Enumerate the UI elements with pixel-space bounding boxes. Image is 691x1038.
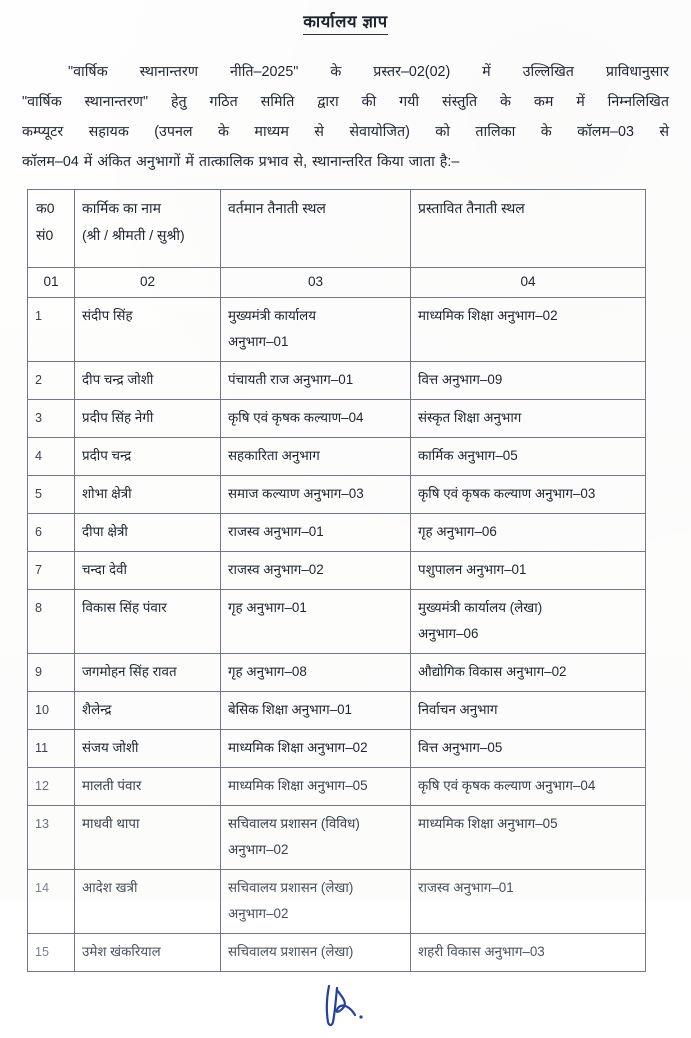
row-current-posting: बेसिक शिक्षा अनुभाग–01	[221, 692, 411, 730]
row-current-posting-line2: अनुभाग–02	[228, 906, 289, 922]
row-serial: 15	[28, 934, 75, 972]
row-serial: 7	[28, 552, 75, 590]
row-current-posting: पंचायती राज अनुभाग–01	[221, 362, 411, 400]
intro-line-3: कम्प्यूटर सहायक (उपनल के माध्यम से सेवायोजित) को तालिका के कॉलम–03 से	[22, 124, 669, 141]
row-proposed-posting: कृषि एवं कृषक कल्याण अनुभाग–04	[411, 768, 646, 806]
row-name: प्रदीप चन्द्र	[75, 438, 221, 476]
row-serial: 5	[28, 476, 75, 514]
row-current-posting: गृह अनुभाग–01	[221, 590, 411, 654]
row-serial: 10	[28, 692, 75, 730]
table-row	[28, 692, 646, 730]
row-serial: 13	[28, 806, 75, 870]
table-header	[28, 190, 646, 268]
row-current-posting: सहकारिता अनुभाग	[221, 438, 411, 476]
row-proposed-posting: शहरी विकास अनुभाग–03	[411, 934, 646, 972]
column-header-serial-line1: क0	[36, 200, 55, 217]
row-proposed-posting: कृषि एवं कृषक कल्याण अनुभाग–03	[411, 476, 646, 514]
row-proposed-posting-line2: अनुभाग–06	[418, 626, 479, 642]
row-serial: 14	[28, 870, 75, 934]
row-name: प्रदीप सिंह नेगी	[75, 400, 221, 438]
row-name: विकास सिंह पंवार	[75, 590, 221, 654]
row-proposed-posting: वित्त अनुभाग–09	[411, 362, 646, 400]
column-number-03: 03	[221, 268, 411, 298]
row-serial: 1	[28, 298, 75, 362]
column-header-serial-line2: सं0	[36, 227, 54, 244]
intro-paragraph	[22, 57, 669, 177]
row-current-posting: कृषि एवं कृषक कल्याण–04	[221, 400, 411, 438]
row-proposed-posting: औद्योगिक विकास अनुभाग–02	[411, 654, 646, 692]
table-row	[28, 590, 646, 654]
row-serial: 2	[28, 362, 75, 400]
handwritten-signature-icon	[317, 982, 375, 1028]
row-serial: 6	[28, 514, 75, 552]
table-row	[28, 438, 646, 476]
transfer-table-container	[27, 189, 645, 972]
row-current-posting: सचिवालय प्रशासन (लेखा)	[221, 934, 411, 972]
row-name: दीप चन्द्र जोशी	[75, 362, 221, 400]
table-row	[28, 362, 646, 400]
row-current-posting-line1: सचिवालय प्रशासन (लेखा)	[228, 880, 354, 896]
document-title-container	[0, 0, 691, 35]
row-current-posting: माध्यमिक शिक्षा अनुभाग–02	[221, 730, 411, 768]
row-proposed-posting: कार्मिक अनुभाग–05	[411, 438, 646, 476]
row-proposed-posting: संस्कृत शिक्षा अनुभाग	[411, 400, 646, 438]
table-row	[28, 730, 646, 768]
row-serial: 4	[28, 438, 75, 476]
table-row	[28, 476, 646, 514]
row-name: मालती पंवार	[75, 768, 221, 806]
transfer-table	[27, 189, 646, 972]
row-current-posting-line1: सचिवालय प्रशासन (विविध)	[228, 816, 360, 832]
table-body	[28, 268, 646, 972]
column-header-proposed-posting: प्रस्तावित तैनाती स्थल	[411, 190, 646, 268]
table-row	[28, 514, 646, 552]
row-current-posting: राजस्व अनुभाग–01	[221, 514, 411, 552]
column-number-04: 04	[411, 268, 646, 298]
row-current-posting: माध्यमिक शिक्षा अनुभाग–05	[221, 768, 411, 806]
signature-area	[0, 978, 691, 1038]
row-name: शैलेन्द्र	[75, 692, 221, 730]
column-number-01: 01	[28, 268, 75, 298]
row-current-posting: राजस्व अनुभाग–02	[221, 552, 411, 590]
column-header-name-line1: कार्मिक का नाम	[82, 200, 162, 217]
row-proposed-posting: राजस्व अनुभाग–01	[411, 870, 646, 934]
row-proposed-posting	[411, 298, 646, 362]
row-proposed-posting: गृह अनुभाग–06	[411, 514, 646, 552]
row-name: माधवी थापा	[75, 806, 221, 870]
table-row	[28, 400, 646, 438]
intro-line-2: "वार्षिक स्थानान्तरण" हेतु गठित समिति द्वारा की गयी संस्तुति के कम में निम्नलिखित	[22, 94, 669, 111]
intro-line-4: कॉलम–04 में अंकित अनुभागों में तात्कालिक प्रभाव से, स्थानान्तरित किया जाता है:–	[22, 154, 460, 171]
table-row	[28, 768, 646, 806]
page-title: कार्यालय ज्ञाप	[303, 12, 388, 35]
column-number-row	[28, 268, 646, 298]
row-proposed-posting: पशुपालन अनुभाग–01	[411, 552, 646, 590]
row-name: जगमोहन सिंह रावत	[75, 654, 221, 692]
row-serial: 11	[28, 730, 75, 768]
row-serial: 9	[28, 654, 75, 692]
row-proposed-posting: माध्यमिक शिक्षा अनुभाग–05	[411, 806, 646, 870]
row-name: उमेश खंकरियाल	[75, 934, 221, 972]
table-header-row	[28, 190, 646, 268]
column-header-name-line2: (श्री / श्रीमती / सुश्री)	[82, 227, 185, 244]
intro-line-1: "वार्षिक स्थानान्तरण नीति–2025" के प्रस्तर–02(02) में उल्लिखित प्राविधानुसार	[68, 64, 669, 81]
row-current-posting: गृह अनुभाग–08	[221, 654, 411, 692]
row-proposed-posting: निर्वाचन अनुभाग	[411, 692, 646, 730]
column-header-current-posting: वर्तमान तैनाती स्थल	[221, 190, 411, 268]
column-header-name	[75, 190, 221, 268]
row-serial: 12	[28, 768, 75, 806]
row-name: दीपा क्षेत्री	[75, 514, 221, 552]
row-current-posting	[221, 298, 411, 362]
row-current-posting-line1: मुख्यमंत्री कार्यालय	[228, 308, 317, 324]
row-proposed-posting: वित्त अनुभाग–05	[411, 730, 646, 768]
row-current-posting-line2: अनुभाग–01	[228, 334, 289, 350]
table-row	[28, 934, 646, 972]
table-row	[28, 298, 646, 362]
row-current-posting-line2: अनुभाग–02	[228, 842, 289, 858]
table-row	[28, 552, 646, 590]
row-name: आदेश खत्री	[75, 870, 221, 934]
row-name: शोभा क्षेत्री	[75, 476, 221, 514]
row-proposed-posting	[411, 590, 646, 654]
row-serial: 3	[28, 400, 75, 438]
column-number-02: 02	[75, 268, 221, 298]
row-proposed-posting-line1: मुख्यमंत्री कार्यालय (लेखा)	[418, 600, 543, 616]
row-current-posting	[221, 806, 411, 870]
row-name: चन्दा देवी	[75, 552, 221, 590]
table-row	[28, 806, 646, 870]
column-header-serial	[28, 190, 75, 268]
row-serial: 8	[28, 590, 75, 654]
row-current-posting: समाज कल्याण अनुभाग–03	[221, 476, 411, 514]
table-row	[28, 654, 646, 692]
row-name: संजय जोशी	[75, 730, 221, 768]
row-proposed-posting-line1: माध्यमिक शिक्षा अनुभाग–02	[418, 308, 558, 324]
row-name: संदीप सिंह	[75, 298, 221, 362]
